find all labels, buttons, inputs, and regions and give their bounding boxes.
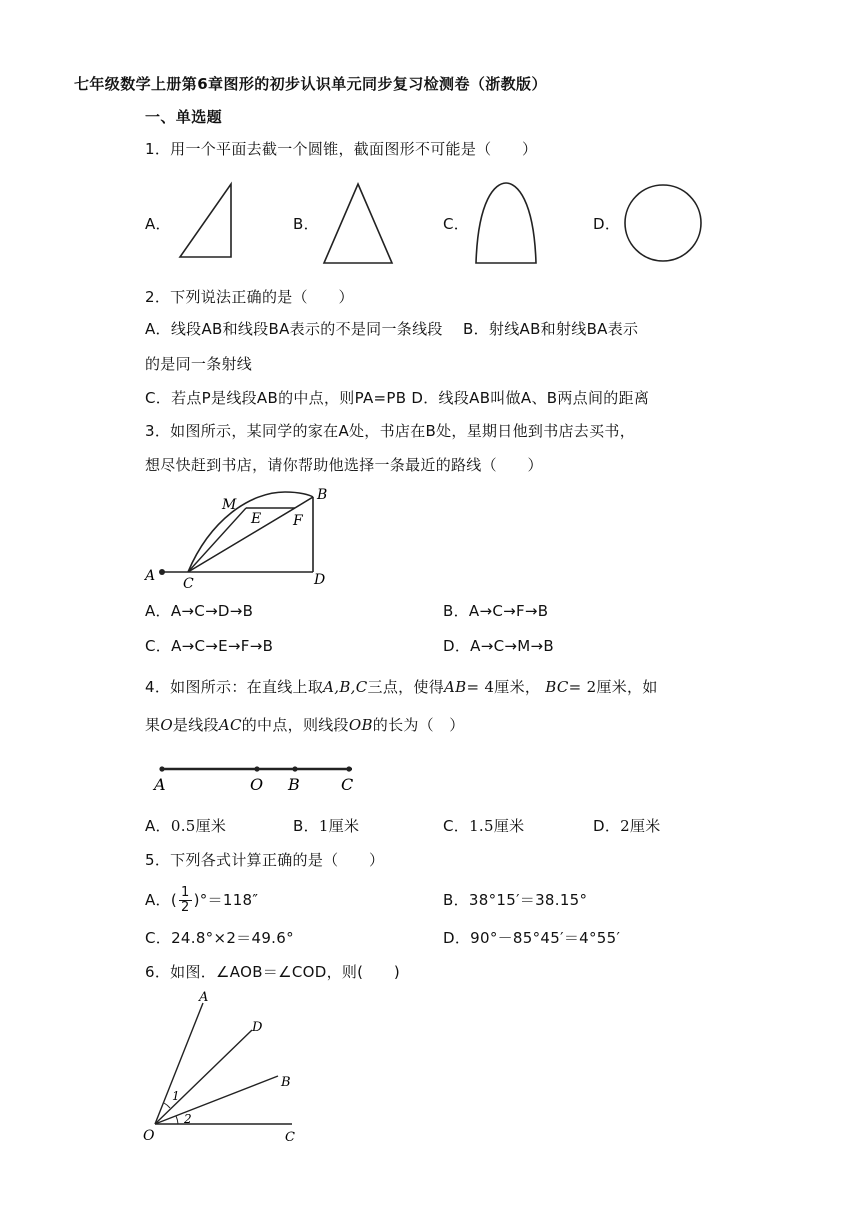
q3-option-d: D．A→C→M→B [443, 637, 554, 655]
fraction-one-half: $\frac{1}{2}$ [181, 884, 190, 915]
ray-a-label: A [199, 990, 209, 1005]
q4-option-d: D．2厘米 [593, 817, 661, 835]
q3-stem-line-1: 3．如图所示，某同学的家在A处，书店在B处，星期日他到书店去买书， [145, 422, 635, 440]
q3-option-c: C．A→C→E→F→B [145, 637, 274, 655]
q4-option-b: B．1厘米 [293, 817, 360, 835]
q3-option-a: A．A→C→D→B [145, 602, 254, 620]
q2-line-3: C．若点P是线段AB的中点，则PA=PB D．线段AB叫做A、B两点间的距离 [145, 389, 650, 407]
point-c-label: C [183, 576, 194, 592]
section-heading: 一、单选题 [145, 108, 223, 126]
q5-option-b: B．38°15′＝38.15° [443, 891, 588, 909]
document-title: 七年级数学上册第6章图形的初步认识单元同步复习检测卷（浙教版） [74, 75, 547, 93]
q2-line-2: 的是同一条射线 [145, 355, 253, 373]
ray-d-label: D [252, 1020, 263, 1035]
q6-stem: 6．如图．∠AOB＝∠COD，则( ) [145, 963, 401, 981]
q4-option-a: A．0.5厘米 [145, 817, 227, 835]
point-d-label: D [314, 572, 326, 588]
q2-line-1: A．线段AB和线段BA表示的不是同一条线段 B．射线AB和射线BA表示 [145, 320, 639, 338]
q1-option-a-label: A． [145, 215, 171, 233]
vertex-o-label: O [143, 1128, 155, 1144]
line-point-c-label: C [341, 775, 354, 794]
ray-c-label: C [285, 1130, 295, 1145]
q5-stem: 5．下列各式计算正确的是（ ） [145, 851, 385, 869]
q1-option-c-label: C． [443, 215, 470, 233]
point-b-label: B [317, 487, 328, 503]
angle-1-label: 1 [172, 1089, 180, 1103]
q3-stem-line-2: 想尽快赶到书店，请你帮助他选择一条最近的路线（ ） [145, 456, 543, 474]
q1-option-b-label: B． [293, 215, 319, 233]
point-a-label: A [145, 568, 156, 584]
q5-option-a: A．( $\frac{1}{2}$ )°＝118″ [145, 884, 259, 915]
point-e-label: E [251, 511, 262, 527]
point-f-label: F [293, 513, 303, 529]
ray-b-label: B [281, 1075, 291, 1090]
line-point-a-label: A [154, 775, 166, 794]
q1-option-d-label: D． [593, 215, 621, 233]
angle-2-label: 2 [184, 1112, 192, 1126]
q4-stem-line-1: 4．如图所示：在直线上取A,B,C三点，使得AB= 4厘米， BC= 2厘米，如 [145, 678, 658, 696]
q4-option-c: C．1.5厘米 [443, 817, 525, 835]
line-point-o-label: O [250, 775, 264, 794]
line-point-b-label: B [288, 775, 300, 794]
q5-option-c: C．24.8°×2＝49.6° [145, 929, 294, 947]
q5-option-d: D．90°－85°45′＝4°55′ [443, 929, 621, 947]
q4-stem-line-2: 果O是线段AC的中点，则线段OB的长为（ ） [145, 716, 465, 734]
point-m-label: M [222, 497, 237, 513]
q1-stem: 1．用一个平面去截一个圆锥，截面图形不可能是（ ） [145, 140, 538, 158]
q2-stem: 2．下列说法正确的是（ ） [145, 288, 354, 306]
q3-option-b: B．A→C→F→B [443, 602, 549, 620]
